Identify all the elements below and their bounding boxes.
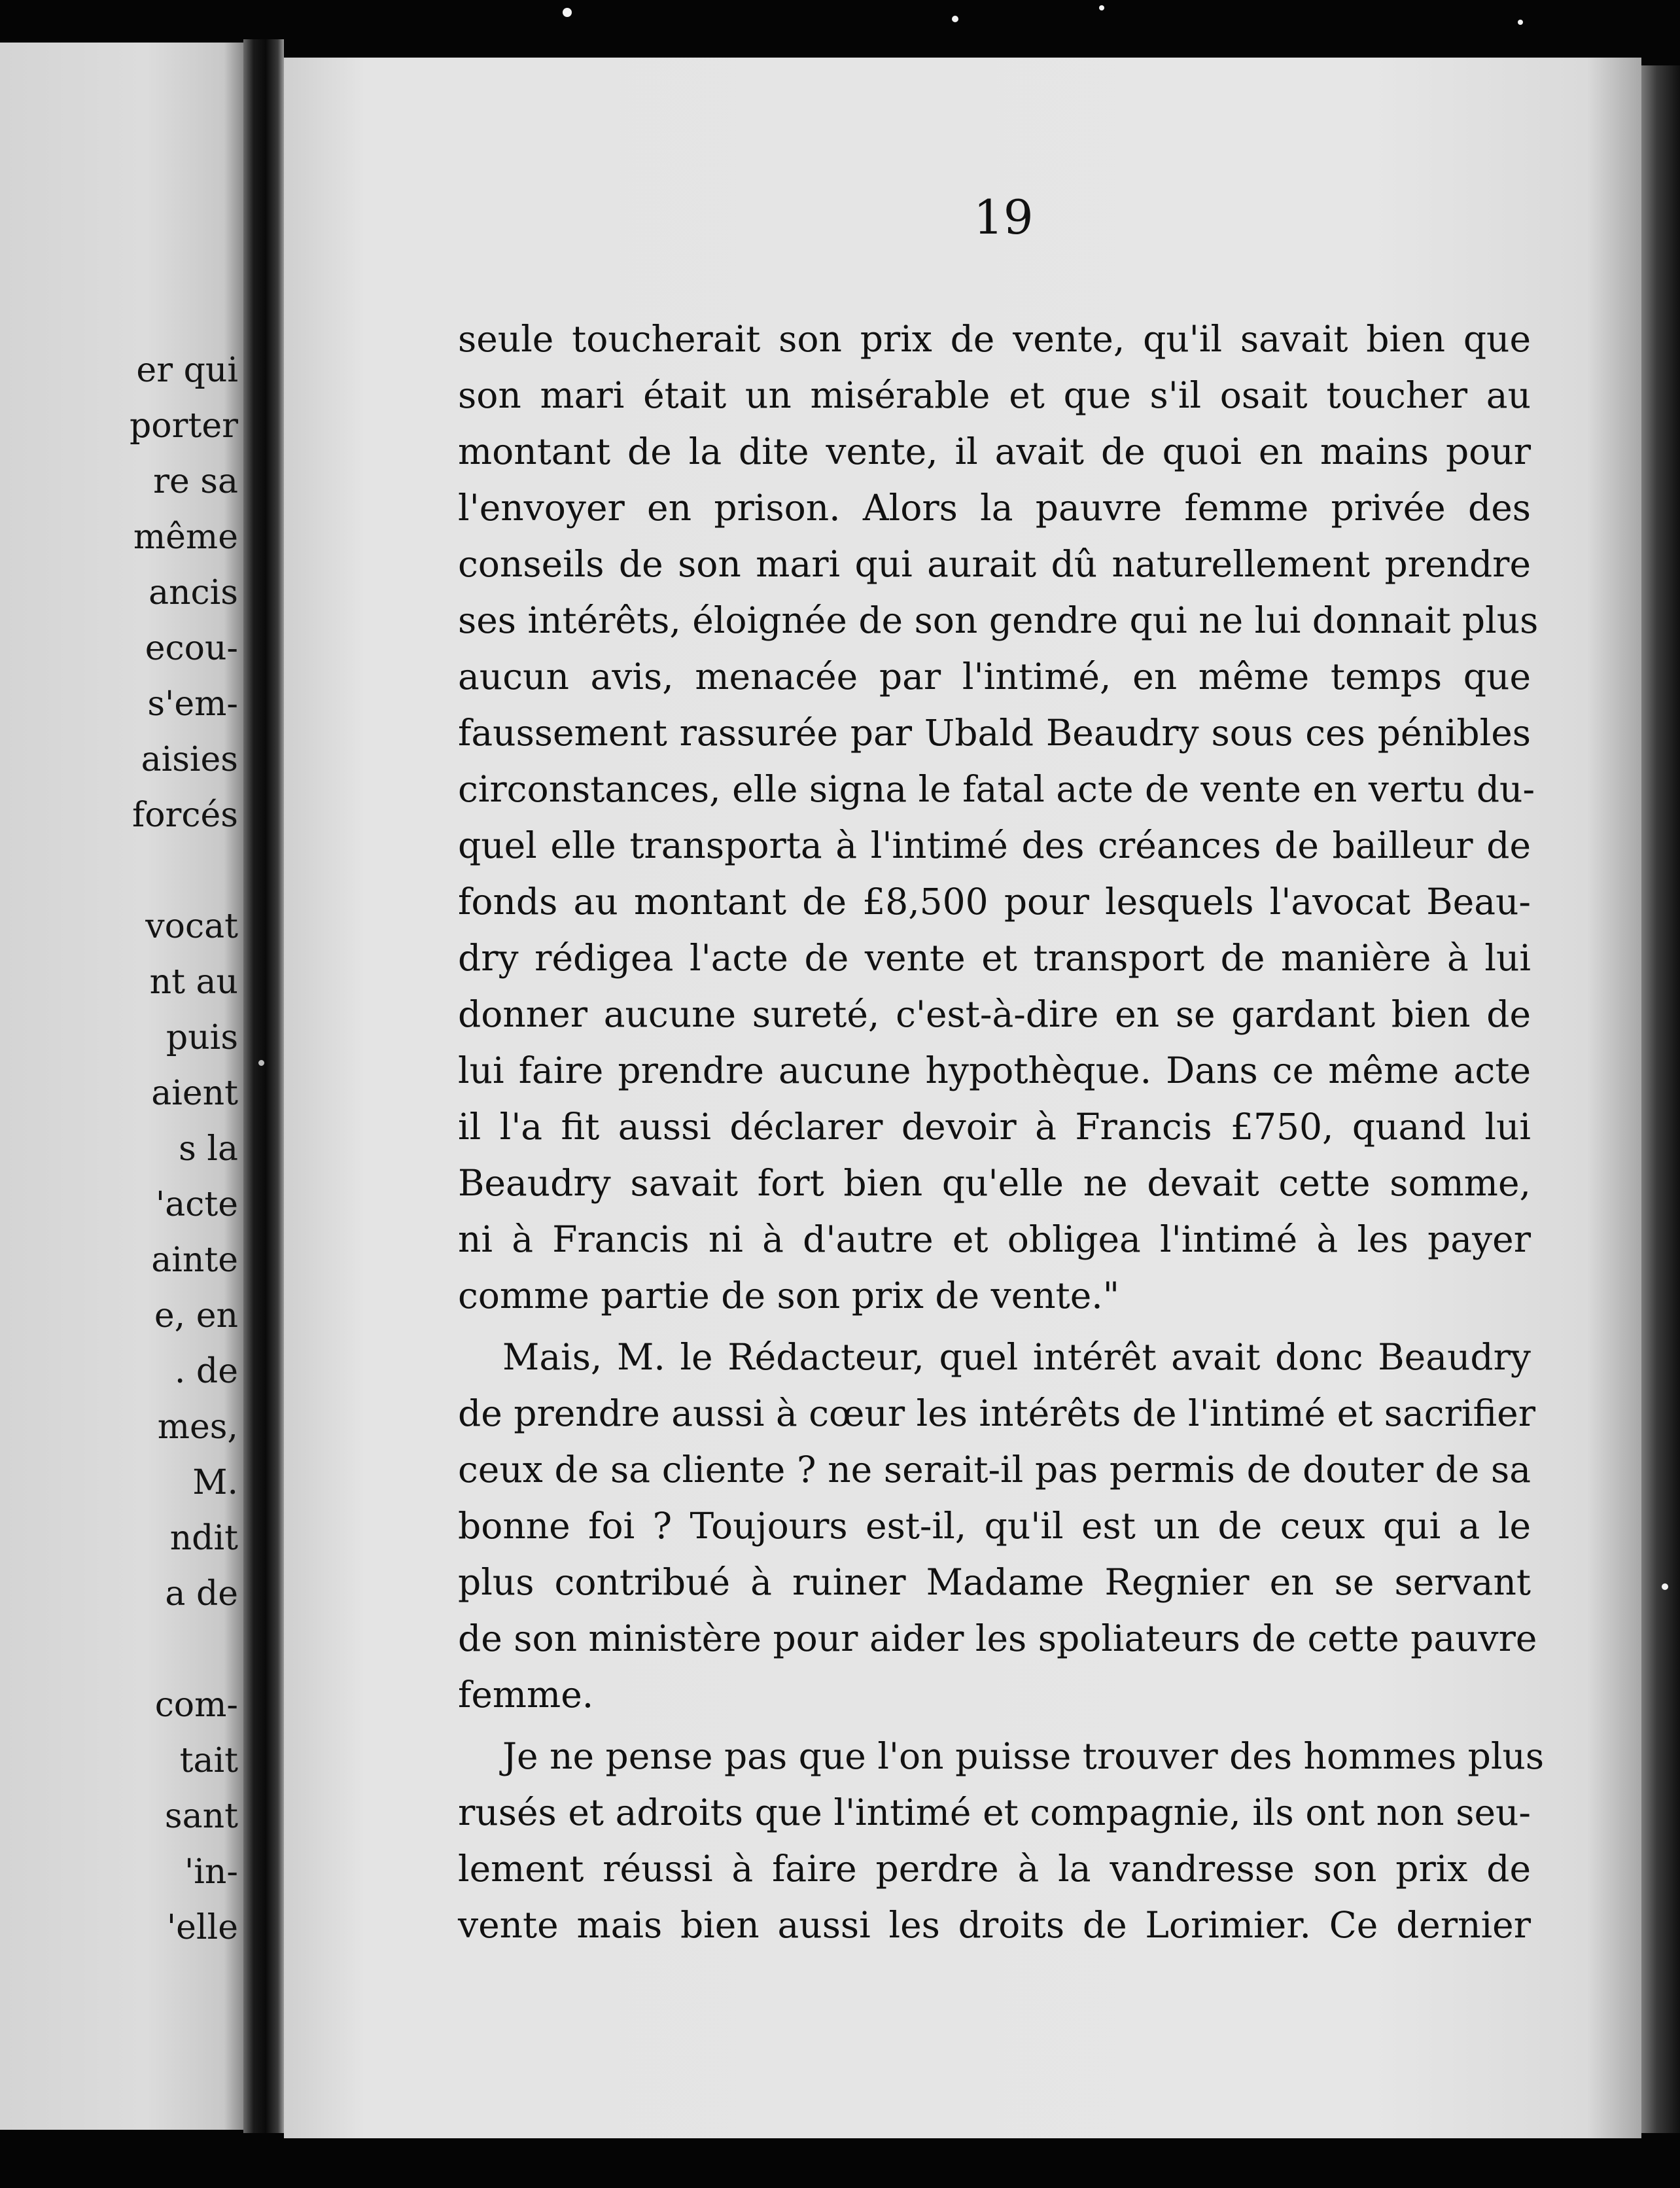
scan-speck <box>1662 1583 1668 1590</box>
text-line: Je ne pense pas que l'on puisse trouver des hommes plus <box>502 1735 1545 1777</box>
left-page-fragment: ainte <box>151 1241 238 1280</box>
scan-speck <box>1518 20 1523 25</box>
text-line: seule toucherait son prix de vente, qu'il savait bien que <box>458 318 1531 360</box>
left-page-fragment: re sa <box>153 462 238 501</box>
text-line: montant de la dite vente, il avait de quoi en mains pour <box>458 431 1531 472</box>
scan-speck <box>952 16 958 22</box>
text-line: femme. <box>458 1674 594 1716</box>
text-line: Beaudry savait fort bien qu'elle ne devait cette somme, <box>458 1162 1531 1204</box>
text-line: il l'a fit aussi déclarer devoir à Francis £750, quand lui <box>458 1106 1531 1148</box>
text-line: Mais, M. le Rédacteur, quel intérêt avait donc Beaudry <box>502 1336 1531 1378</box>
left-page-fragment: nt au <box>149 962 238 1002</box>
text-line: rusés et adroits que l'intimé et compagnie, ils ont non seu- <box>458 1791 1531 1833</box>
text-line: ceux de sa cliente ? ne serait-il pas permis de douter de sa <box>458 1449 1531 1491</box>
scan-speck <box>1099 5 1104 10</box>
left-page-fragment: aisies <box>141 740 238 779</box>
text-line: bonne foi ? Toujours est-il, qu'il est un de ceux qui a le <box>458 1505 1531 1547</box>
text-line: ni à Francis ni à d'autre et obligea l'intimé à les payer <box>458 1218 1531 1260</box>
text-line: de son ministère pour aider les spoliateurs de cette pauvre <box>458 1617 1537 1659</box>
text-line: donner aucune sureté, c'est-à-dire en se gardant bien de <box>458 993 1531 1035</box>
text-line: circonstances, elle signa le fatal acte de vente en vertu du- <box>458 768 1535 810</box>
left-page-fragment: . de <box>174 1352 238 1391</box>
text-line: faussement rassurée par Ubald Beaudry sous ces pénibles <box>458 712 1531 754</box>
left-page-fragment: même <box>133 518 238 557</box>
left-page-fragment: com- <box>154 1685 238 1725</box>
left-page-fragment: sant <box>164 1797 238 1836</box>
text-line: ses intérêts, éloignée de son gendre qui ne lui donnait plus <box>458 599 1539 641</box>
left-page-fragment: s la <box>179 1129 238 1169</box>
scan-speck <box>563 8 572 17</box>
book-binding-gutter <box>243 39 284 2133</box>
left-page-fragment: 'elle <box>166 1908 238 1947</box>
text-line: de prendre aussi à cœur les intérêts de l'intimé et sacrifier <box>458 1392 1535 1434</box>
left-page-fragment: ndit <box>169 1519 238 1558</box>
text-line: son mari était un misérable et que s'il osait toucher au <box>458 374 1531 416</box>
text-line: fonds au montant de £8,500 pour lesquels l'avocat Beau- <box>458 881 1531 923</box>
left-page-fragment: ecou- <box>145 629 238 668</box>
left-page-fragment: a de <box>165 1574 238 1614</box>
text-line: comme partie de son prix de vente." <box>458 1275 1120 1316</box>
left-page-fragment: mes, <box>157 1407 238 1447</box>
text-line: lement réussi à faire perdre à la vandresse son prix de <box>458 1848 1531 1890</box>
text-line: lui faire prendre aucune hypothèque. Dans ce même acte <box>458 1050 1531 1091</box>
previous-page-fragment <box>0 43 243 2130</box>
left-page-fragment: tait <box>179 1741 238 1780</box>
page-body-text <box>458 311 1545 1953</box>
left-page-fragment: 'acte <box>155 1185 238 1224</box>
text-line: vente mais bien aussi les droits de Lorimier. Ce dernier <box>458 1904 1531 1946</box>
scan-speck <box>258 1060 264 1066</box>
left-page-fragment: s'em- <box>147 684 238 724</box>
page-edge-shadow <box>1641 65 1680 2133</box>
left-page-fragment: ancis <box>149 573 238 612</box>
left-page-fragment: puis <box>166 1018 238 1057</box>
text-line: l'envoyer en prison. Alors la pauvre femme privée des <box>458 487 1531 529</box>
page-number: 19 <box>973 190 1034 245</box>
text-line: conseils de son mari qui aurait dû naturellement prendre <box>458 543 1531 585</box>
text-line: plus contribué à ruiner Madame Regnier en se servant <box>458 1561 1531 1603</box>
text-line: quel elle transporta à l'intimé des créances de bailleur de <box>458 824 1531 866</box>
left-page-fragment: forcés <box>132 796 238 835</box>
left-page-fragment: aient <box>151 1074 238 1113</box>
left-page-fragment: 'in- <box>184 1852 238 1892</box>
text-line: dry rédigea l'acte de vente et transport de manière à lui <box>458 937 1531 979</box>
left-page-fragment: er qui <box>136 351 238 390</box>
left-page-fragment: e, en <box>154 1296 238 1335</box>
text-line: aucun avis, menacée par l'intimé, en même temps que <box>458 656 1531 697</box>
left-page-fragment: M. <box>192 1463 238 1502</box>
left-page-fragment: vocat <box>145 907 238 946</box>
left-page-fragment: porter <box>130 406 238 446</box>
